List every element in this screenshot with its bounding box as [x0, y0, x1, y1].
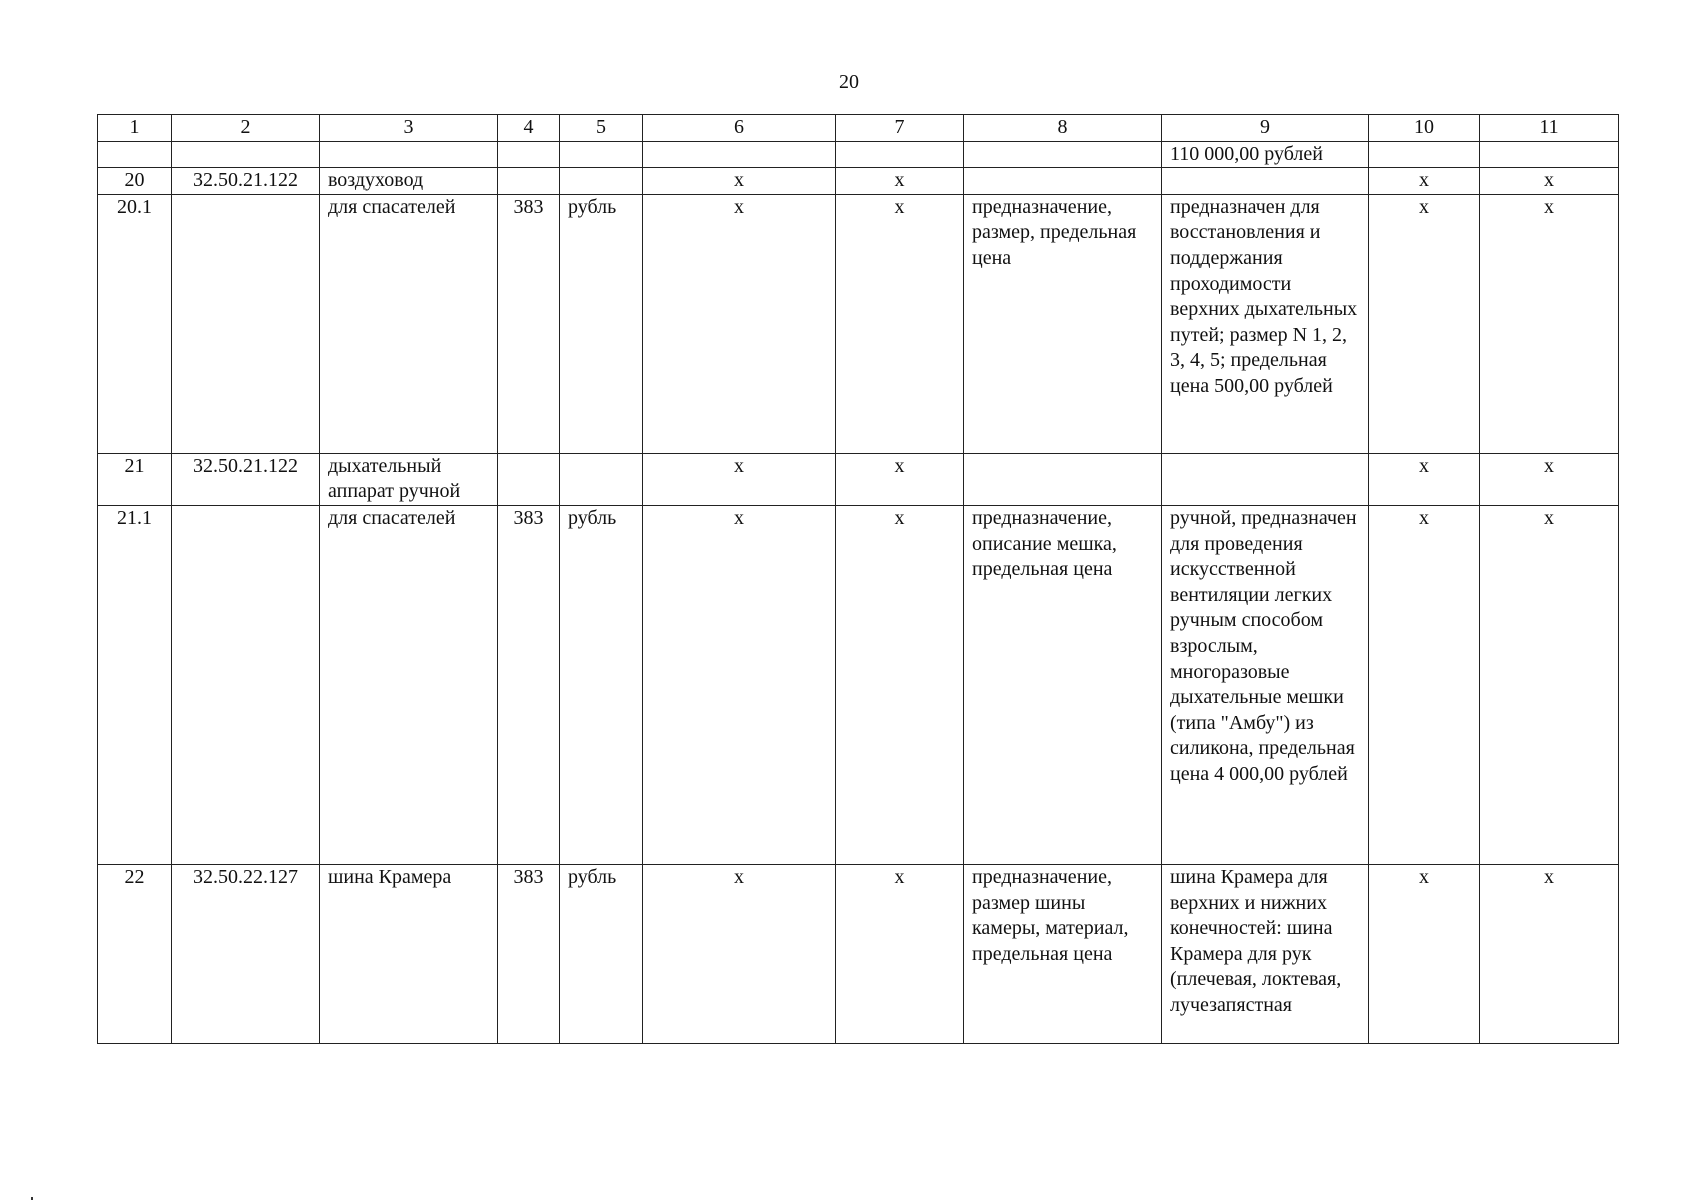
- cell-item-name: [320, 141, 498, 168]
- cell-characteristics: [964, 453, 1162, 505]
- cell-number: 22: [98, 864, 172, 1043]
- cell-item-name: для спасателей: [320, 194, 498, 453]
- cell-col-10: x: [1369, 453, 1480, 505]
- table-row: [98, 141, 1619, 168]
- cell-characteristic-values: ручной, предназначен для проведения искусственной вентиляции легких ручным способом взрослым, многоразовые дыхательные мешки (типа "Амбу") из силикона, предельная цена 4 000,00 рублей: [1162, 505, 1369, 864]
- cell-unit-name: [560, 168, 643, 195]
- table-row: [98, 453, 1619, 505]
- cell-col-6: x: [643, 168, 836, 195]
- cell-col-10: x: [1369, 505, 1480, 864]
- cell-unit-name: рубль: [560, 864, 643, 1043]
- cell-characteristic-values: 110 000,00 рублей: [1162, 141, 1369, 168]
- page-number: 20: [839, 71, 859, 93]
- cell-unit-code: 383: [498, 194, 560, 453]
- table-row: [98, 168, 1619, 195]
- cell-characteristic-values: шина Крамера для верхних и нижних конечностей: шина Крамера для рук (плечевая, локтевая, лучезапястная: [1162, 864, 1369, 1043]
- cell-unit-name: [560, 453, 643, 505]
- cell-characteristics: [964, 141, 1162, 168]
- cell-number: 21: [98, 453, 172, 505]
- cell-okpd-code: 32.50.22.127: [172, 864, 320, 1043]
- cell-characteristics: предназначение, размер, предельная цена: [964, 194, 1162, 453]
- cell-okpd-code: [172, 141, 320, 168]
- table-row: [98, 194, 1619, 453]
- cell-col-6: x: [643, 453, 836, 505]
- cell-unit-name: рубль: [560, 505, 643, 864]
- header-cell-1: 1: [98, 115, 172, 142]
- header-cell-3: 3: [320, 115, 498, 142]
- cell-characteristic-values: [1162, 168, 1369, 195]
- cell-col-10: x: [1369, 864, 1480, 1043]
- cell-number: [98, 141, 172, 168]
- cell-col-10: x: [1369, 168, 1480, 195]
- cell-col-11: x: [1480, 194, 1619, 453]
- cell-number: 20.1: [98, 194, 172, 453]
- cell-col-7: x: [836, 194, 964, 453]
- cell-characteristics: предназначение, описание мешка, предельная цена: [964, 505, 1162, 864]
- cell-col-11: [1480, 141, 1619, 168]
- cell-col-11: x: [1480, 453, 1619, 505]
- cell-col-11: x: [1480, 168, 1619, 195]
- cell-item-name: для спасателей: [320, 505, 498, 864]
- table-row: [98, 505, 1619, 864]
- cell-okpd-code: 32.50.21.122: [172, 453, 320, 505]
- cell-col-6: x: [643, 505, 836, 864]
- cell-col-11: x: [1480, 864, 1619, 1043]
- header-cell-11: 11: [1480, 115, 1619, 142]
- cell-unit-code: [498, 453, 560, 505]
- cell-col-7: x: [836, 453, 964, 505]
- cell-characteristics: предназначение, размер шины камеры, материал, предельная цена: [964, 864, 1162, 1043]
- cell-unit-code: [498, 168, 560, 195]
- cell-characteristic-values: [1162, 453, 1369, 505]
- header-cell-8: 8: [964, 115, 1162, 142]
- cell-col-6: [643, 141, 836, 168]
- cell-okpd-code: [172, 505, 320, 864]
- header-row: [98, 115, 1619, 142]
- cell-item-name: шина Крамера: [320, 864, 498, 1043]
- header-cell-2: 2: [172, 115, 320, 142]
- table-row: [98, 864, 1619, 1043]
- header-cell-6: 6: [643, 115, 836, 142]
- header-cell-10: 10: [1369, 115, 1480, 142]
- cell-unit-code: 383: [498, 505, 560, 864]
- specification-table: [97, 114, 1619, 1044]
- header-cell-9: 9: [1162, 115, 1369, 142]
- header-cell-5: 5: [560, 115, 643, 142]
- cell-col-10: [1369, 141, 1480, 168]
- cell-number: 21.1: [98, 505, 172, 864]
- cell-okpd-code: [172, 194, 320, 453]
- cell-col-10: x: [1369, 194, 1480, 453]
- cell-unit-code: 383: [498, 864, 560, 1043]
- cell-col-7: [836, 141, 964, 168]
- header-cell-7: 7: [836, 115, 964, 142]
- cell-col-7: x: [836, 505, 964, 864]
- cell-characteristic-values: предназначен для восстановления и поддержания проходимости верхних дыхательных путей; размер N 1, 2, 3, 4, 5; предельная цена 500,00 рублей: [1162, 194, 1369, 453]
- cell-okpd-code: 32.50.21.122: [172, 168, 320, 195]
- cell-characteristics: [964, 168, 1162, 195]
- cell-item-name: воздуховод: [320, 168, 498, 195]
- cell-number: 20: [98, 168, 172, 195]
- cell-unit-name: рубль: [560, 194, 643, 453]
- cell-col-11: x: [1480, 505, 1619, 864]
- header-cell-4: 4: [498, 115, 560, 142]
- cell-col-6: x: [643, 194, 836, 453]
- cell-unit-code: [498, 141, 560, 168]
- cell-col-7: x: [836, 168, 964, 195]
- cell-col-6: x: [643, 864, 836, 1043]
- cell-col-7: x: [836, 864, 964, 1043]
- cell-item-name: дыхательный аппарат ручной: [320, 453, 498, 505]
- cell-unit-name: [560, 141, 643, 168]
